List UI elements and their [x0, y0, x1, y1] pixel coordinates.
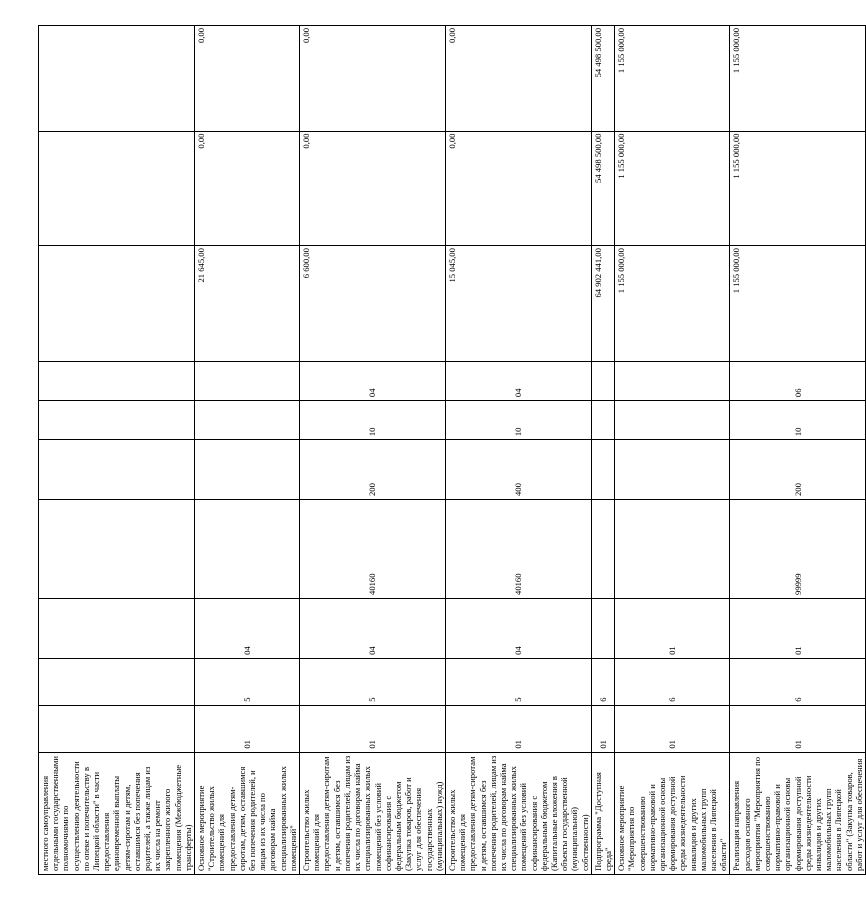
code-cell [39, 440, 195, 500]
code-cell: 01 [445, 705, 591, 752]
code-cell: 01 [591, 705, 614, 752]
code-cell [615, 440, 730, 500]
amount-cell: 1 155 000,00 [615, 131, 730, 246]
code-cell [615, 500, 730, 599]
amount-cell: 0,00 [300, 26, 446, 132]
amount-cell: 1 155 000,00 [730, 246, 866, 362]
code-cell [39, 401, 195, 440]
code-cell: 5 [300, 658, 446, 705]
code-cell [39, 362, 195, 401]
code-cell: 40160 [445, 500, 591, 599]
budget-table [38, 25, 866, 875]
code-cell [615, 401, 730, 440]
code-cell: 5 [195, 658, 300, 705]
table-row [730, 26, 866, 875]
code-cell: 01 [730, 705, 866, 752]
code-cell [591, 440, 614, 500]
amount-cell: 21 645,00 [195, 246, 300, 362]
code-cell [39, 500, 195, 599]
amount-cell [39, 26, 195, 132]
code-cell [39, 658, 195, 705]
row-name-cell: Подпрограмма "Доступная среда" [591, 752, 614, 874]
row-name-cell: Основное мероприятие "Строительство жилых помещений для предоставления детям-сиротам, детям, оставшимся без попечения родителей, и лицам из их числа по договорам найма специализированных жилых помещений" [195, 752, 300, 874]
code-cell: 01 [615, 705, 730, 752]
amount-cell: 54 498 500,00 [591, 26, 614, 132]
table-row [445, 26, 591, 875]
code-cell: 01 [730, 598, 866, 658]
code-cell [591, 401, 614, 440]
code-cell [591, 598, 614, 658]
row-name-cell: Строительство жилых помещений для предоставления детям-сиротам и детям, оставшимся без попечения родителей, лицам из их числа по договорам найма специализированных жилых помещений без условий софинансирования с федеральным бюджетом (Капитальные вложения в объекты государственной (муниципальной) собственности) [445, 752, 591, 874]
code-cell: 04 [445, 598, 591, 658]
amount-cell: 64 902 441,00 [591, 246, 614, 362]
table-row [591, 26, 614, 875]
amount-cell: 0,00 [195, 131, 300, 246]
code-cell [195, 401, 300, 440]
amount-cell: 0,00 [445, 131, 591, 246]
code-cell: 01 [195, 705, 300, 752]
code-cell: 40160 [300, 500, 446, 599]
row-name-cell: Основное мероприятие "Мероприятия по совершенствованию нормативно-правовой и организационной основы формирования доступной среды жизнедеятельности инвалидов и других маломобильных групп населения в Липецкой области" [615, 752, 730, 874]
code-cell: 01 [300, 705, 446, 752]
amount-cell: 1 155 000,00 [615, 246, 730, 362]
code-cell: 200 [300, 440, 446, 500]
code-cell: 04 [445, 362, 591, 401]
code-cell: 10 [445, 401, 591, 440]
code-cell [39, 598, 195, 658]
table-body [39, 26, 866, 875]
table-row [300, 26, 446, 875]
amount-cell: 1 155 000,00 [730, 26, 866, 132]
code-cell: 06 [730, 362, 866, 401]
code-cell: 6 [615, 658, 730, 705]
amount-cell: 1 155 000,00 [615, 26, 730, 132]
code-cell: 04 [300, 362, 446, 401]
amount-cell: 6 600,00 [300, 246, 446, 362]
code-cell: 04 [195, 598, 300, 658]
table-row [39, 26, 195, 875]
amount-cell [39, 246, 195, 362]
code-cell [591, 362, 614, 401]
code-cell: 10 [730, 401, 866, 440]
code-cell [195, 440, 300, 500]
code-cell: 01 [615, 598, 730, 658]
code-cell: 04 [300, 598, 446, 658]
table-row [195, 26, 300, 875]
rotated-page [38, 25, 864, 875]
row-name-cell: Строительство жилых помещений для предоставления детям-сиротам и детям, оставшимся без попечения родителей, лицам из их числа по договорам найма специализированных жилых помещений без условий софинансирования с федеральным бюджетом (Закупка товаров, работ и услуг для обеспечения государственных (муниципальных) нужд) [300, 752, 446, 874]
code-cell [591, 500, 614, 599]
amount-cell [39, 131, 195, 246]
code-cell: 400 [445, 440, 591, 500]
table-row [615, 26, 730, 875]
amount-cell: 0,00 [445, 26, 591, 132]
code-cell: 200 [730, 440, 866, 500]
code-cell [615, 362, 730, 401]
code-cell [39, 705, 195, 752]
code-cell: 5 [445, 658, 591, 705]
code-cell: 6 [730, 658, 866, 705]
code-cell [195, 500, 300, 599]
row-name-cell: местного самоуправления отдельными государственными полномочиями по осуществлению деятельности по опеке и попечительству в Липецкой области" в части предоставления единовременной выплаты детям-сиротам и детям, оставшимся без попечения родителей, а также лицам из их числа на ремонт закрепленного жилого помещения (Межбюджетные трансферты) [39, 752, 195, 874]
amount-cell: 54 498 500,00 [591, 131, 614, 246]
code-cell: 10 [300, 401, 446, 440]
row-name-cell: Реализация направления расходов основного мероприятия "Мероприятия по совершенствованию нормативно-правовой и организационной основы формирования доступной среды жизнедеятельности инвалидов и других маломобильных групп населения в Липецкой области" (Закупка товаров, работ и услуг для обеспечения [730, 752, 866, 874]
amount-cell: 0,00 [300, 131, 446, 246]
code-cell [195, 362, 300, 401]
code-cell: 99999 [730, 500, 866, 599]
amount-cell: 1 155 000,00 [730, 131, 866, 246]
amount-cell: 0,00 [195, 26, 300, 132]
code-cell: 6 [591, 658, 614, 705]
amount-cell: 15 045,00 [445, 246, 591, 362]
